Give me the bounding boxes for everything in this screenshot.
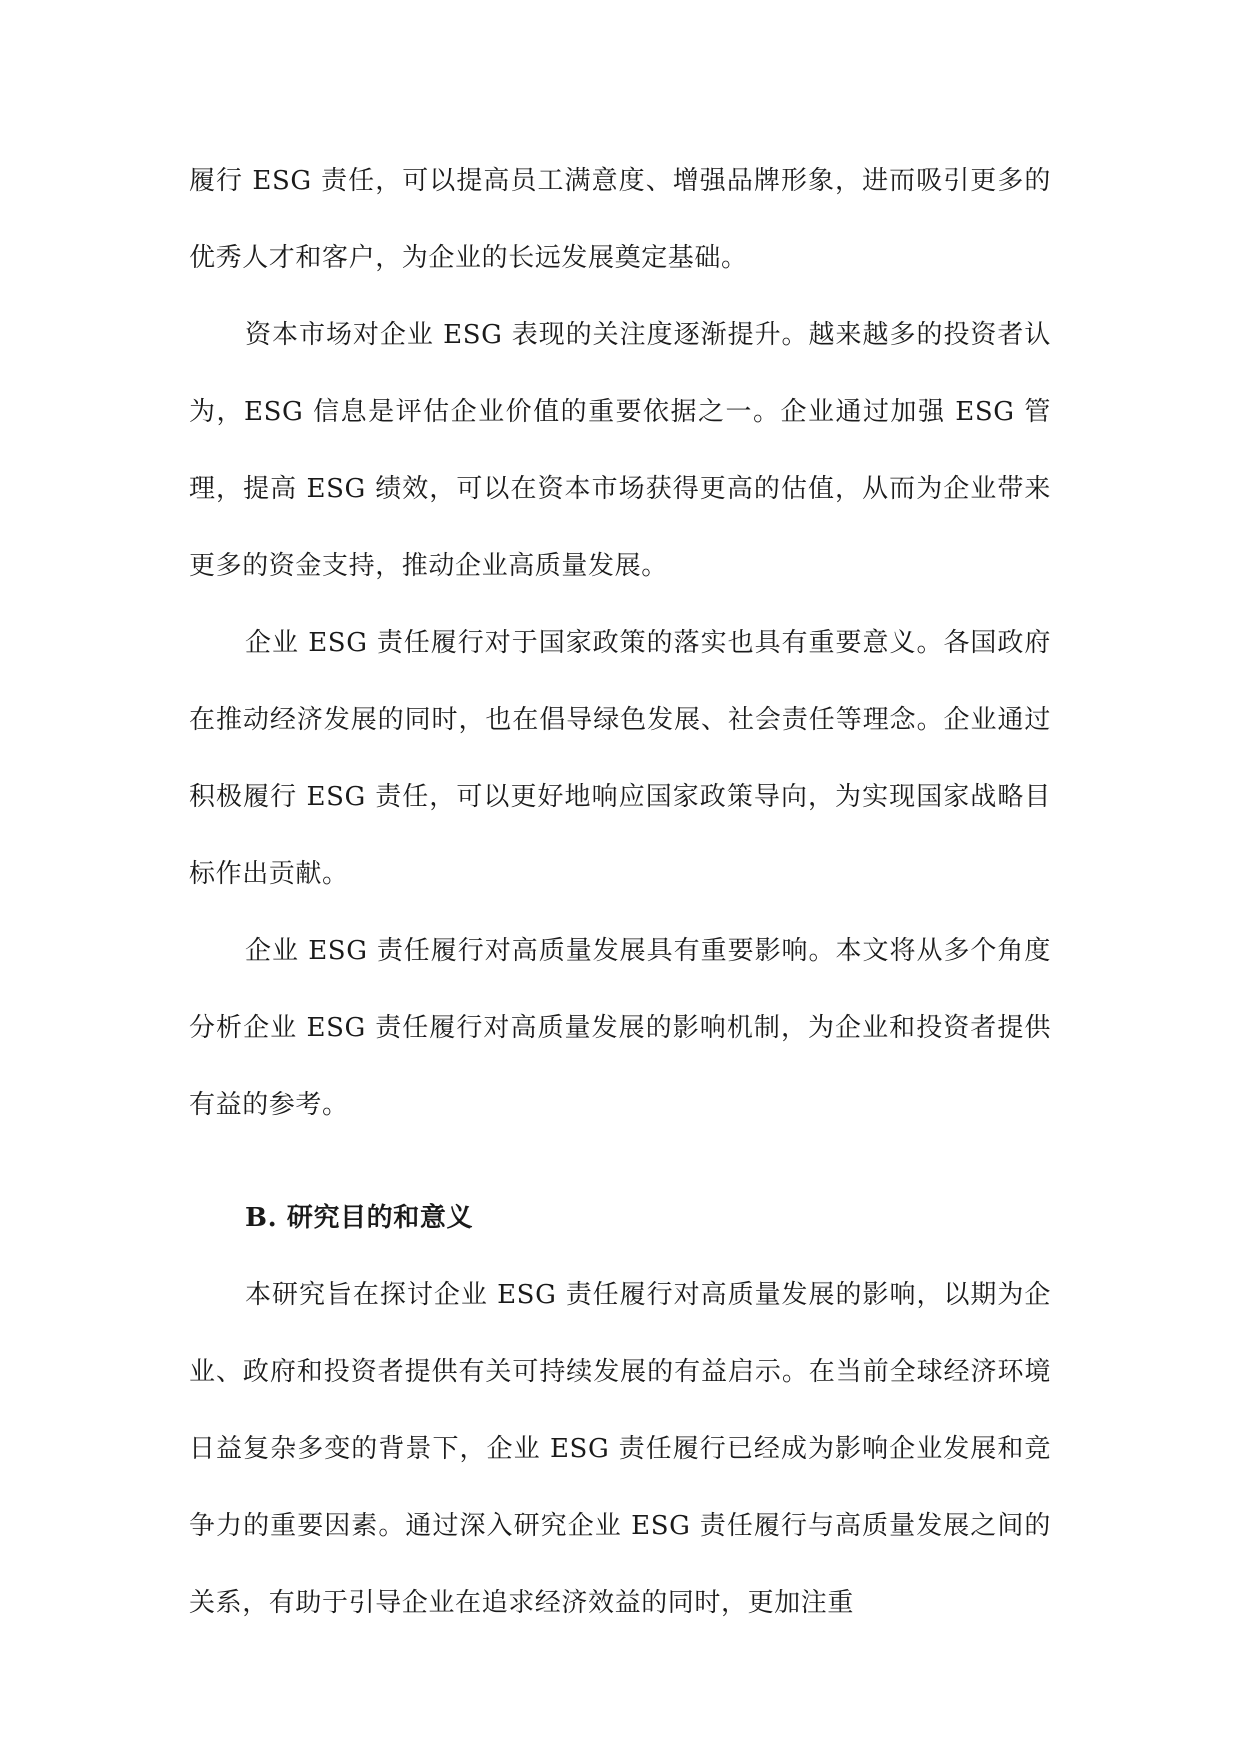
paragraph-national-policy: 企业 ESG 责任履行对于国家政策的落实也具有重要意义。各国政府在推动经济发展的同时，也在倡导绿色发展、社会责任等理念。企业通过积极履行 ESG 责任，可以更好地响应国家政策导向，为实现国家战略目标作出贡献。 — [189, 628, 1051, 889]
paragraph-capital-market: 资本市场对企业 ESG 表现的关注度逐渐提升。越来越多的投资者认为，ESG 信息是评估企业价值的重要依据之一。企业通过加强 ESG 管理，提高 ESG 绩效，可以在资本市场获得更高的估值，从而为企业带来更多的资金支持，推动企业高质量发展。 — [189, 320, 1051, 581]
paragraph-research-purpose: 本研究旨在探讨企业 ESG 责任履行对高质量发展的影响，以期为企业、政府和投资者提供有关可持续发展的有益启示。在当前全球经济环境日益复杂多变的背景下，企业 ESG 责任履行已经成为影响企业发展和竞争力的重要因素。通过深入研究企业 ESG 责任履行与高质量发展之间的关系，有助于引导企业在追求经济效益的同时，更加注重 — [189, 1280, 1051, 1618]
paragraph-continued: 履行 ESG 责任，可以提高员工满意度、增强品牌形象，进而吸引更多的优秀人才和客户，为企业的长远发展奠定基础。 — [189, 166, 1051, 273]
section-heading: B. 研究目的和意义 — [245, 1203, 474, 1233]
paragraph-summary: 企业 ESG 责任履行对高质量发展具有重要影响。本文将从多个角度分析企业 ESG 责任履行对高质量发展的影响机制，为企业和投资者提供有益的参考。 — [189, 936, 1051, 1120]
document-body — [189, 143, 1051, 1642]
